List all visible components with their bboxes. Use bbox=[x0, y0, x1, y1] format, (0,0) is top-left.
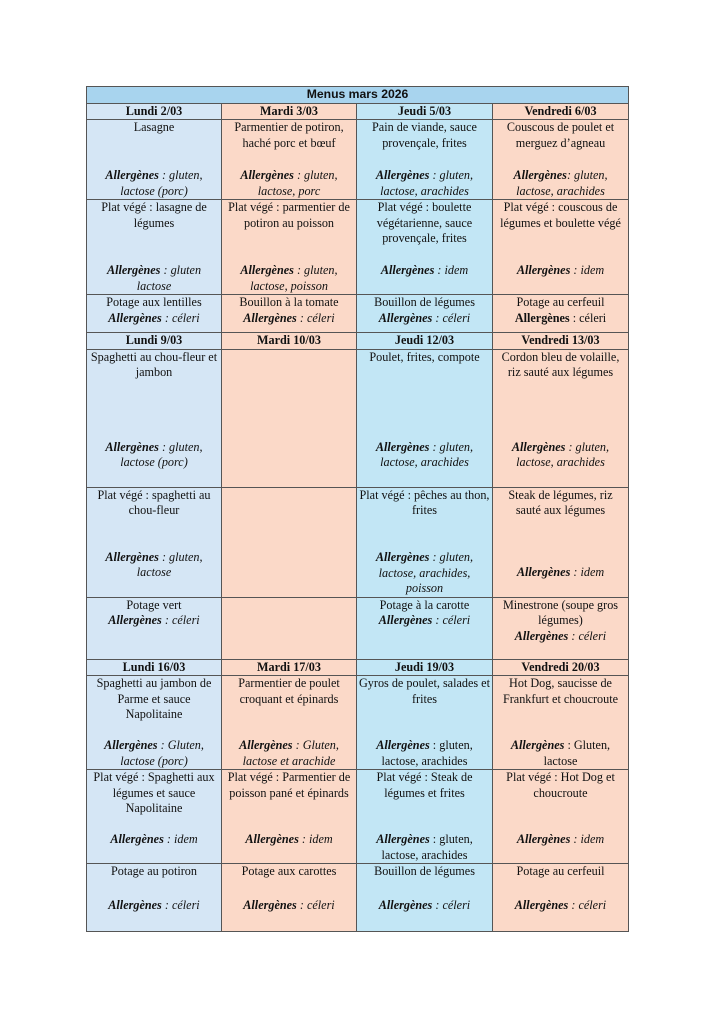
dish: Plat végé : Hot Dog et choucroute bbox=[506, 770, 615, 800]
menu-cell bbox=[87, 200, 222, 295]
allergen-list: : céleri bbox=[161, 613, 200, 627]
week-2-day-row bbox=[87, 333, 629, 350]
allergens bbox=[515, 311, 606, 325]
allergen-list: : céleri bbox=[568, 628, 607, 643]
allergen-label: Allergènes bbox=[510, 738, 565, 752]
day-header: Vendredi 13/03 bbox=[493, 333, 629, 350]
week-3-day-row bbox=[87, 659, 629, 676]
menu-cell bbox=[87, 295, 222, 333]
dish: Potage aux carottes bbox=[241, 864, 337, 878]
allergens bbox=[243, 311, 334, 325]
allergens bbox=[224, 168, 354, 199]
allergens bbox=[108, 311, 199, 325]
menu-cell bbox=[222, 864, 357, 932]
week-1-day-row bbox=[87, 103, 629, 120]
allergen-list: : céleri bbox=[432, 613, 471, 627]
allergen-list: : idem bbox=[570, 262, 605, 277]
menu-cell bbox=[357, 295, 493, 333]
allergen-label: Allergènes bbox=[516, 565, 571, 579]
menu-cell bbox=[357, 349, 493, 487]
allergen-label: Allergènes bbox=[511, 439, 566, 454]
menu-title: Menus mars 2026 bbox=[87, 87, 629, 104]
allergens bbox=[224, 832, 354, 848]
allergens bbox=[379, 311, 470, 325]
week-2-soup-row bbox=[87, 597, 629, 659]
title-row bbox=[87, 87, 629, 104]
day-header: Lundi 16/03 bbox=[87, 659, 222, 676]
menu-cell bbox=[493, 676, 629, 770]
dish: Plat végé : lasagne de légumes bbox=[101, 200, 207, 230]
allergen-label: Allergènes bbox=[375, 550, 430, 564]
dish: Potage à la carotte bbox=[379, 597, 470, 612]
allergen-label: Allergènes bbox=[108, 613, 162, 627]
dish: Potage aux lentilles bbox=[106, 295, 202, 309]
menu-cell bbox=[87, 349, 222, 487]
menu-cell bbox=[87, 487, 222, 597]
week-1-main-row bbox=[87, 120, 629, 200]
allergen-label: Allergènes bbox=[378, 897, 433, 912]
day-header: Lundi 9/03 bbox=[87, 333, 222, 350]
allergens bbox=[224, 738, 354, 769]
allergen-list: : gluten, lactose, poisson bbox=[250, 263, 338, 293]
allergen-label: Allergènes bbox=[513, 168, 567, 182]
allergens bbox=[359, 832, 490, 863]
allergens bbox=[108, 613, 199, 627]
allergen-label: Allergènes bbox=[105, 439, 159, 454]
dish: Bouillon à la tomate bbox=[239, 295, 339, 309]
allergens bbox=[224, 263, 354, 294]
dish: Potage vert bbox=[126, 597, 182, 612]
allergen-label: Allergènes bbox=[378, 613, 433, 627]
allergen-list: : céleri bbox=[296, 897, 335, 912]
dish: Bouillon de légumes bbox=[374, 295, 475, 309]
allergen-list: : céleri bbox=[432, 310, 471, 325]
allergen-label: Allergènes bbox=[243, 897, 297, 912]
menu-cell bbox=[357, 120, 493, 200]
menu-cell bbox=[357, 597, 493, 659]
dish: Plat végé : Steak de légumes et frites bbox=[376, 770, 473, 800]
allergen-list: : gluten, lactose, arachides, poisson bbox=[378, 550, 474, 595]
allergen-list: : gluten, lactose, arachides bbox=[380, 168, 474, 198]
allergen-label: Allergènes bbox=[378, 310, 433, 325]
dish: Plat végé : parmentier de potiron au poisson bbox=[228, 200, 350, 230]
allergens bbox=[359, 263, 490, 279]
menu-cell bbox=[357, 200, 493, 295]
allergen-label: Allergènes bbox=[105, 549, 159, 564]
menu-cell bbox=[357, 770, 493, 864]
dish: Plat végé : spaghetti au chou-fleur bbox=[97, 487, 211, 517]
dish: Parmentier de poulet croquant et épinards bbox=[238, 676, 340, 706]
dish: Pain de viande, sauce provençale, frites bbox=[372, 120, 477, 150]
dish: Hot Dog, saucisse de Frankfurt et choucroute bbox=[502, 676, 619, 706]
allergen-list: : céleri bbox=[569, 310, 607, 325]
day-header: Jeudi 19/03 bbox=[357, 659, 493, 676]
allergen-list: : idem bbox=[163, 831, 198, 846]
menu-cell bbox=[357, 864, 493, 932]
allergen-label: Allergènes bbox=[514, 310, 570, 325]
allergen-list: : idem bbox=[570, 565, 605, 579]
allergen-list: : céleri bbox=[432, 897, 471, 912]
allergen-list: : céleri bbox=[161, 310, 200, 325]
day-header: Mardi 17/03 bbox=[222, 659, 357, 676]
day-header: Mardi 3/03 bbox=[222, 103, 357, 120]
allergen-label: Allergènes bbox=[514, 897, 569, 912]
allergens bbox=[495, 832, 626, 848]
allergen-list: : idem bbox=[570, 831, 605, 846]
allergen-list: : gluten lactose bbox=[136, 263, 202, 293]
dish: Spaghetti au chou-fleur et jambon bbox=[90, 349, 218, 379]
allergens bbox=[359, 738, 490, 769]
menu-cell bbox=[357, 676, 493, 770]
day-header: Lundi 2/03 bbox=[87, 103, 222, 120]
dish: Couscous de poulet et merguez d’agneau bbox=[506, 120, 615, 150]
day-header: Vendredi 20/03 bbox=[493, 659, 629, 676]
allergen-list: : idem bbox=[434, 262, 469, 277]
allergens bbox=[359, 168, 490, 199]
allergens bbox=[224, 898, 354, 914]
allergen-list: : gluten, lactose, arachides bbox=[380, 439, 474, 469]
allergens bbox=[89, 550, 219, 581]
dish: Potage au cerfeuil bbox=[516, 295, 605, 309]
menu-cell bbox=[222, 676, 357, 770]
dish: Potage au cerfeuil bbox=[516, 864, 605, 878]
allergen-label: Allergènes bbox=[380, 262, 435, 277]
menu-cell bbox=[87, 597, 222, 659]
allergens bbox=[89, 898, 219, 914]
menu-cell bbox=[87, 676, 222, 770]
menu-cell bbox=[222, 597, 357, 659]
day-header: Vendredi 6/03 bbox=[493, 103, 629, 120]
allergen-list: : gluten, lactose, arachides bbox=[516, 168, 608, 198]
allergen-label: Allergènes bbox=[104, 738, 158, 752]
allergen-list: : gluten, lactose, arachides bbox=[516, 439, 610, 469]
menu-cell bbox=[87, 864, 222, 932]
allergens bbox=[495, 440, 626, 471]
allergens bbox=[89, 832, 219, 848]
allergen-label: Allergènes bbox=[245, 831, 299, 846]
allergen-list: : céleri bbox=[296, 310, 335, 325]
dish: Minestrone (soupe gros légumes) bbox=[502, 597, 619, 627]
allergen-list: : gluten, lactose, arachides bbox=[381, 832, 473, 862]
allergen-label: Allergènes bbox=[239, 738, 293, 752]
dish: Plat végé : couscous de légumes et boulette végé bbox=[500, 200, 621, 230]
day-header: Mardi 10/03 bbox=[222, 333, 357, 350]
menu-cell bbox=[222, 200, 357, 295]
allergen-label: Allergènes bbox=[110, 831, 164, 846]
menu-cell bbox=[357, 487, 493, 597]
week-2-veg-row bbox=[87, 487, 629, 597]
dish: Plat végé : Parmentier de poisson pané et épinards bbox=[227, 770, 351, 800]
week-3-veg-row bbox=[87, 770, 629, 864]
allergens bbox=[359, 898, 490, 914]
allergen-label: Allergènes bbox=[243, 310, 297, 325]
menu-cell bbox=[222, 295, 357, 333]
dish: Potage au potiron bbox=[111, 864, 197, 878]
allergen-list: : idem bbox=[298, 831, 333, 846]
dish: Cordon bleu de volaille, riz sauté aux légumes bbox=[501, 349, 620, 379]
allergen-label: Allergènes bbox=[375, 439, 430, 454]
week-2-main-row bbox=[87, 349, 629, 487]
allergen-label: Allergènes bbox=[376, 738, 430, 752]
menu-cell bbox=[222, 120, 357, 200]
allergens bbox=[89, 440, 219, 471]
dish: Lasagne bbox=[133, 120, 175, 134]
menu-cell bbox=[493, 487, 629, 597]
week-3-main-row bbox=[87, 676, 629, 770]
allergen-list: : gluten, lactose bbox=[136, 549, 203, 579]
dish: Plat végé : boulette végétarienne, sauce provençale, frites bbox=[376, 200, 473, 245]
allergen-list: : céleri bbox=[161, 897, 200, 912]
allergen-label: Allergènes bbox=[105, 168, 159, 182]
allergen-list: : gluten, lactose (porc) bbox=[120, 168, 203, 198]
menu-cell bbox=[493, 597, 629, 659]
menu-table bbox=[86, 86, 629, 932]
allergen-list: : gluten, lactose, arachides bbox=[381, 738, 473, 768]
menu-cell bbox=[87, 770, 222, 864]
week-1-soup-row bbox=[87, 295, 629, 333]
menu-cell bbox=[493, 349, 629, 487]
allergens bbox=[495, 565, 626, 581]
menu-cell bbox=[87, 120, 222, 200]
menu-cell bbox=[493, 864, 629, 932]
allergen-list: : gluten, lactose, porc bbox=[257, 168, 338, 198]
allergens bbox=[359, 550, 490, 597]
allergen-label: Allergènes bbox=[240, 263, 294, 277]
allergens bbox=[495, 738, 626, 769]
day-header: Jeudi 5/03 bbox=[357, 103, 493, 120]
dish: Parmentier de potiron, haché porc et bœuf bbox=[234, 120, 344, 150]
week-1-veg-row bbox=[87, 200, 629, 295]
allergen-label: Allergènes bbox=[106, 263, 161, 277]
allergens bbox=[495, 168, 626, 199]
allergen-list: : Gluten, lactose et arachide bbox=[242, 738, 339, 768]
menu-cell bbox=[493, 295, 629, 333]
allergen-list: : gluten, lactose (porc) bbox=[120, 439, 203, 469]
allergen-label: Allergènes bbox=[516, 262, 571, 277]
allergen-label: Allergènes bbox=[376, 832, 430, 846]
allergen-list: : Gluten, lactose (porc) bbox=[120, 738, 204, 768]
allergens bbox=[89, 263, 219, 294]
dish: Plat végé : Spaghetti aux légumes et sauce Napolitaine bbox=[93, 770, 215, 815]
allergen-label: Allergènes bbox=[514, 628, 569, 643]
allergen-label: Allergènes bbox=[108, 310, 162, 325]
allergens bbox=[89, 168, 219, 199]
allergen-label: Allergènes bbox=[240, 168, 294, 182]
menu-cell bbox=[222, 487, 357, 597]
allergens bbox=[89, 738, 219, 769]
menu-cell bbox=[493, 770, 629, 864]
dish: Spaghetti au jambon de Parme et sauce Napolitaine bbox=[96, 676, 212, 721]
dish: Gyros de poulet, salades et frites bbox=[359, 676, 490, 706]
menu-cell bbox=[222, 349, 357, 487]
allergens bbox=[495, 263, 626, 279]
allergens bbox=[515, 629, 606, 643]
dish: Plat végé : pêches au thon, frites bbox=[359, 487, 490, 517]
allergen-list: : céleri bbox=[568, 897, 607, 912]
dish: Steak de légumes, riz sauté aux légumes bbox=[508, 487, 613, 517]
dish: Poulet, frites, compote bbox=[369, 349, 480, 364]
menu-cell bbox=[493, 200, 629, 295]
allergen-label: Allergènes bbox=[108, 897, 162, 912]
week-3-soup-row bbox=[87, 864, 629, 932]
dish: Bouillon de légumes bbox=[374, 864, 475, 878]
allergen-label: Allergènes bbox=[375, 168, 430, 182]
allergens bbox=[359, 440, 490, 471]
day-header: Jeudi 12/03 bbox=[357, 333, 493, 350]
menu-cell bbox=[493, 120, 629, 200]
allergens bbox=[495, 898, 626, 914]
menu-cell bbox=[222, 770, 357, 864]
allergens bbox=[379, 613, 470, 627]
allergen-label: Allergènes bbox=[516, 831, 571, 846]
allergen-list: : Gluten, lactose bbox=[543, 738, 611, 768]
